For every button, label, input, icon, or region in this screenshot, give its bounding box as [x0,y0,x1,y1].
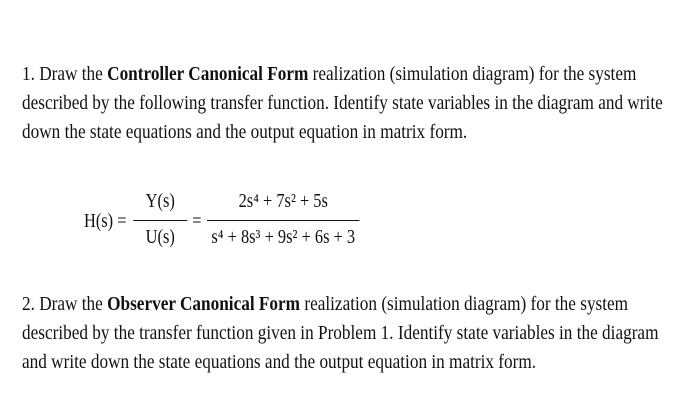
ratio-fraction-bar [133,220,187,221]
problem-1-number: 1. [22,63,35,85]
transfer-function-equation [84,186,356,266]
ratio-numerator: Y(s) [145,190,175,212]
problem-2-bold-term: Observer Canonical Form [107,293,301,315]
problem-1 [22,60,686,147]
polynomial-numerator: 2s⁴ + 7s² + 5s [238,190,328,212]
equals-sign: = [192,210,202,232]
problem-1-text-before: Draw the [39,63,103,85]
equation-lhs: H(s) = [84,210,127,232]
problem-2-text-after: realization (simulation diagram) for the system described by the transfer function given in Problem 1. Identify state variables in the diagram and write down the state equations and the output equation in matrix form. [22,293,659,373]
problem-2 [22,290,686,377]
problem-2-text-before: Draw the [39,293,103,315]
problem-1-text-after: realization (simulation diagram) for the system described by the following transfer function. Identify state variables in the diagram and write down the state equations and the output equation in matrix form. [22,63,663,143]
problem-2-number: 2. [22,293,35,315]
polynomial-denominator: s⁴ + 8s³ + 9s² + 6s + 3 [211,226,356,248]
ratio-denominator: U(s) [145,226,175,248]
problem-1-bold-term: Controller Canonical Form [107,63,309,85]
polynomial-fraction-bar [207,220,360,221]
